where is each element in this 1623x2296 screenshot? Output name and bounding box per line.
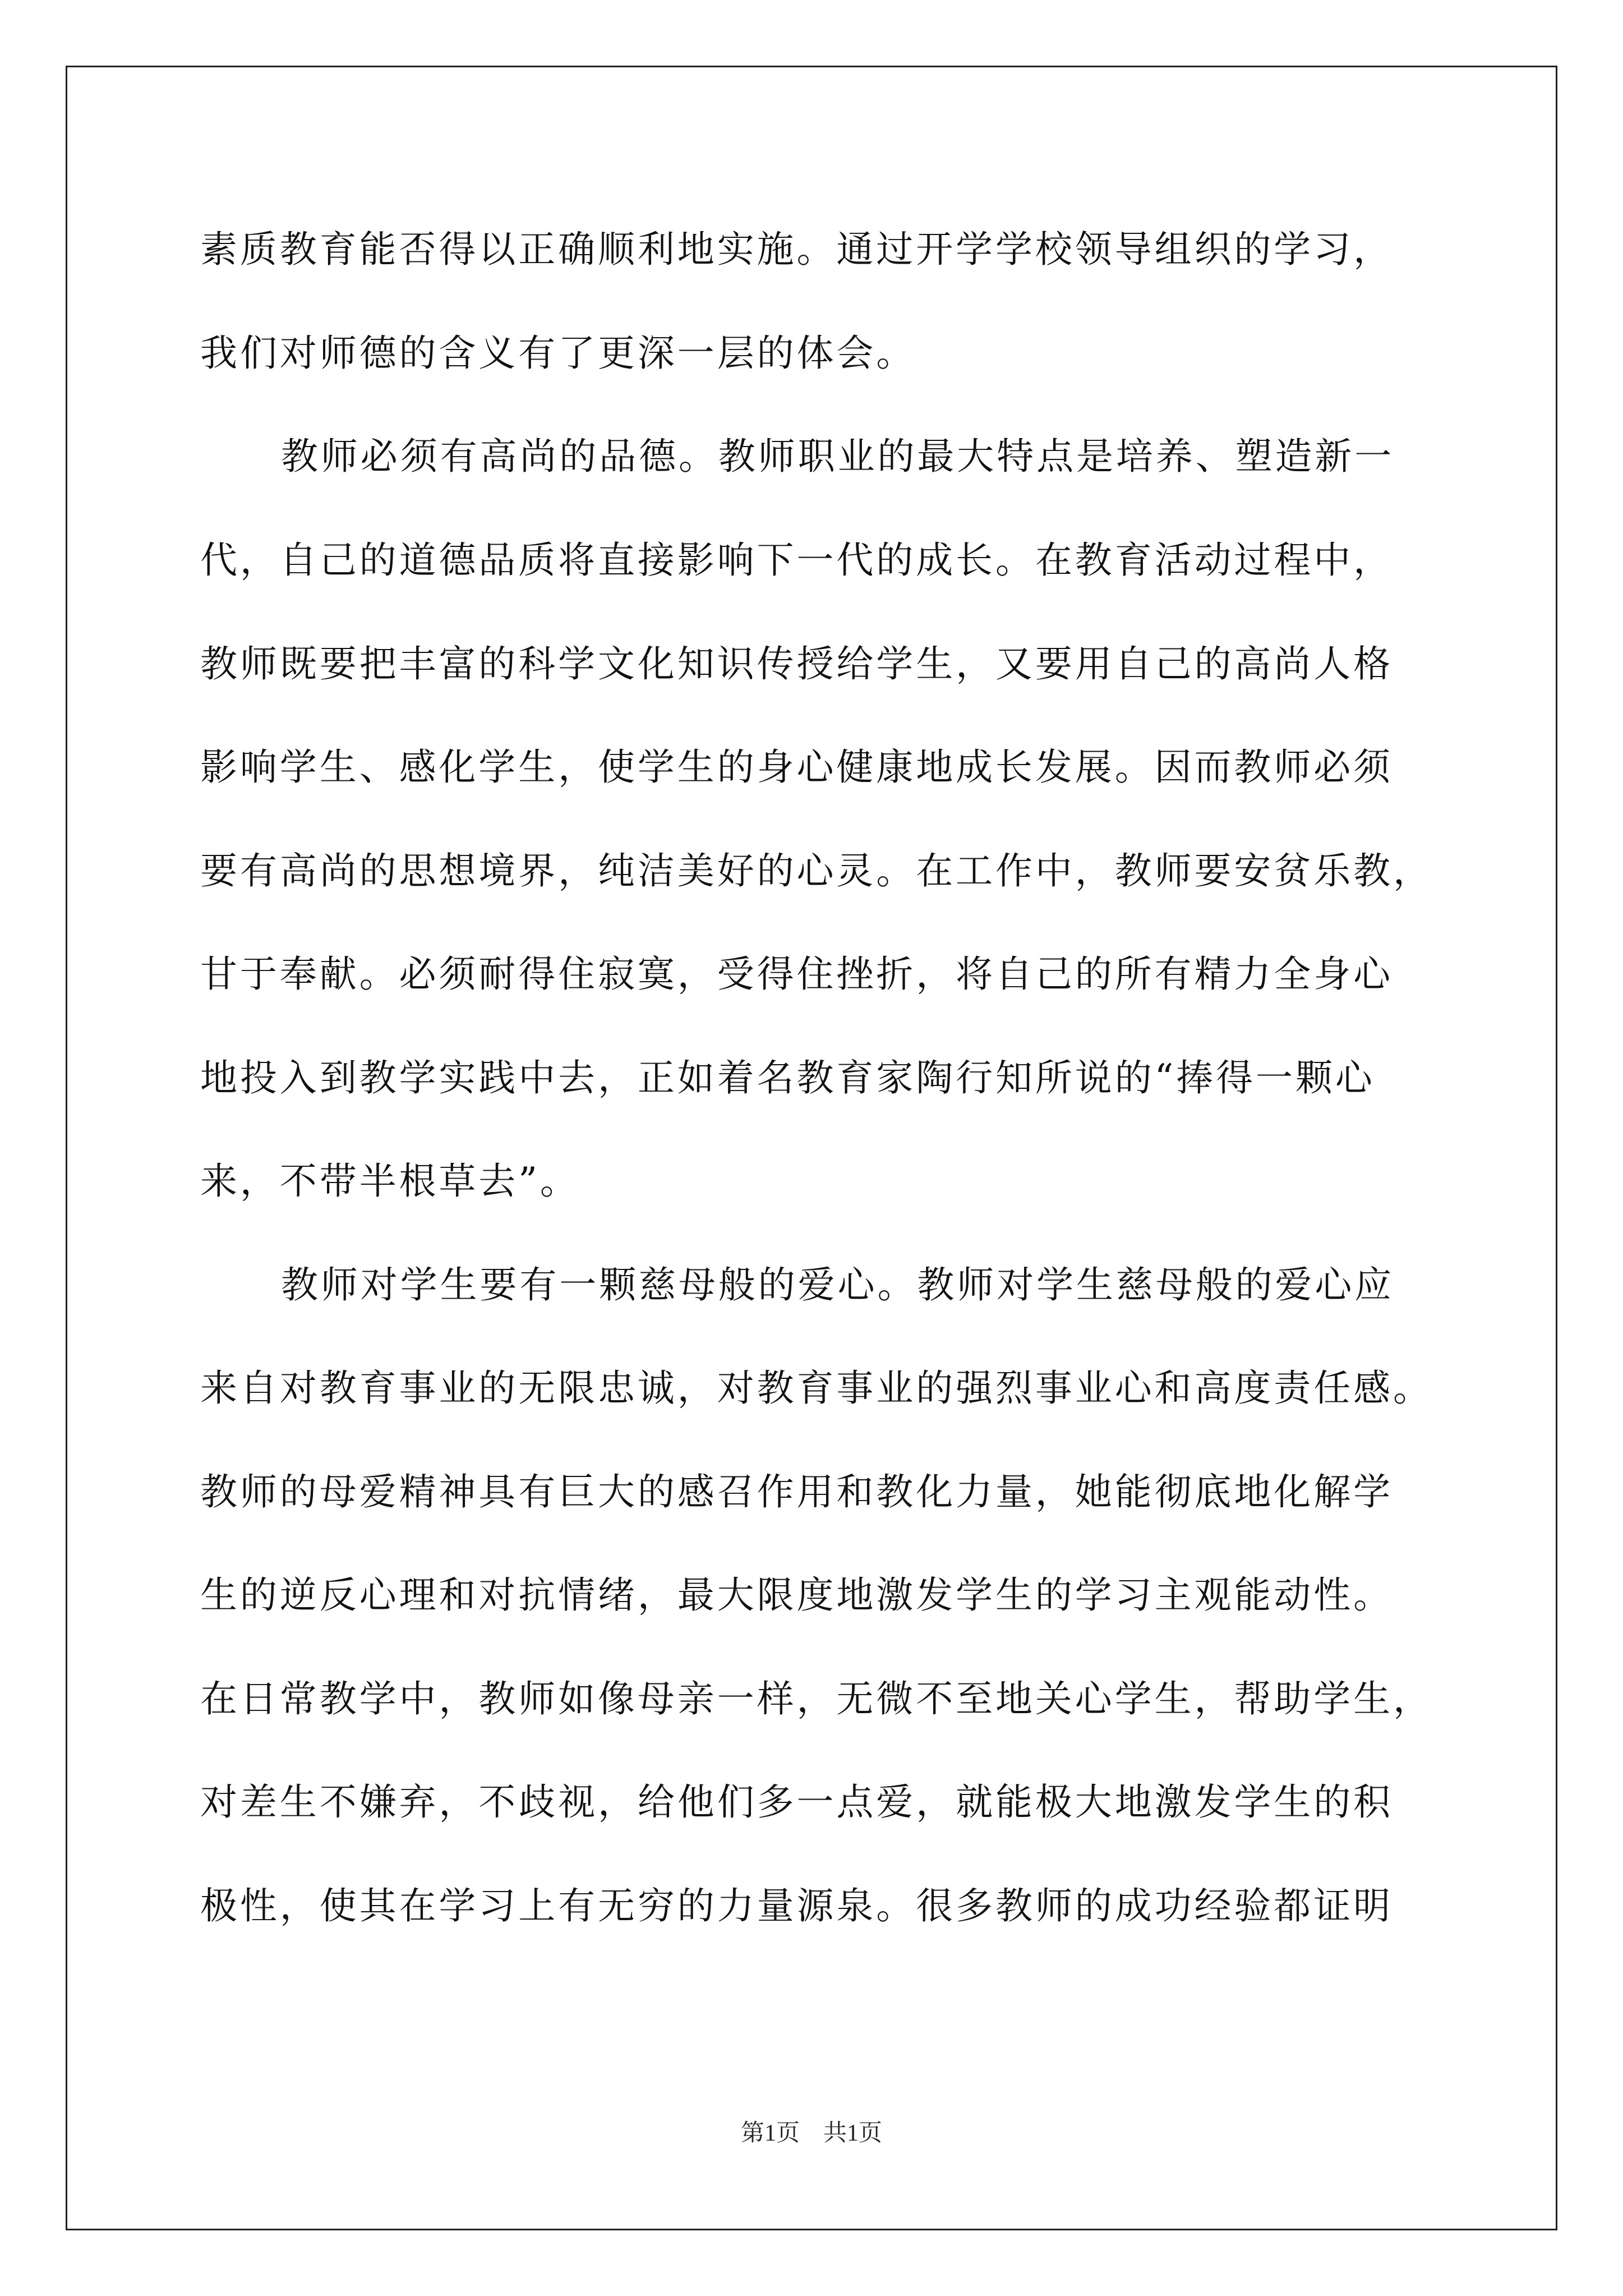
text-line: 教师对学生要有一颗慈母般的爱心。教师对学生慈母般的爱心应 (281, 1263, 1395, 1306)
text-line: 极性，使其在学习上有无穷的力量源泉。很多教师的成功经验都证明 (200, 1884, 1393, 1927)
text-line: 素质教育能否得以正确顺利地实施。通过开学学校领导组织的学习， (200, 228, 1393, 271)
text-line: 影响学生、感化学生，使学生的身心健康地成长发展。因而教师必须 (200, 746, 1393, 789)
text-line: 代，自己的道德品质将直接影响下一代的成长。在教育活动过程中， (200, 539, 1393, 582)
text-line: 来，不带半根草去”。 (200, 1159, 580, 1203)
text-line: 对差生不嫌弃，不歧视，给他们多一点爱，就能极大地激发学生的积 (200, 1780, 1393, 1824)
text-line: 在日常教学中，教师如像母亲一样，无微不至地关心学生，帮助学生， (200, 1677, 1433, 1720)
text-line: 来自对教育事业的无限忠诚，对教育事业的强烈事业心和高度责任感。 (200, 1366, 1433, 1410)
text-line: 地投入到教学实践中去，正如着名教育家陶行知所说的“捧得一颗心 (200, 1056, 1375, 1099)
text-line: 我们对师德的含义有了更深一层的体会。 (200, 332, 916, 375)
text-line: 生的逆反心理和对抗情绪，最大限度地激发学生的学习主观能动性。 (200, 1573, 1393, 1617)
text-line: 教师必须有高尚的品德。教师职业的最大特点是培养、塑造新一 (281, 435, 1395, 478)
text-line: 甘于奉献。必须耐得住寂寞，受得住挫折，将自己的所有精力全身心 (200, 953, 1393, 996)
text-line: 要有高尚的思想境界，纯洁美好的心灵。在工作中，教师要安贫乐教， (200, 849, 1433, 892)
text-line: 教师的母爱精神具有巨大的感召作用和教化力量，她能彻底地化解学 (200, 1470, 1393, 1513)
text-line: 教师既要把丰富的科学文化知识传授给学生，又要用自己的高尚人格 (200, 642, 1393, 685)
page-number-footer: 第1页 共1页 (740, 2120, 882, 2146)
